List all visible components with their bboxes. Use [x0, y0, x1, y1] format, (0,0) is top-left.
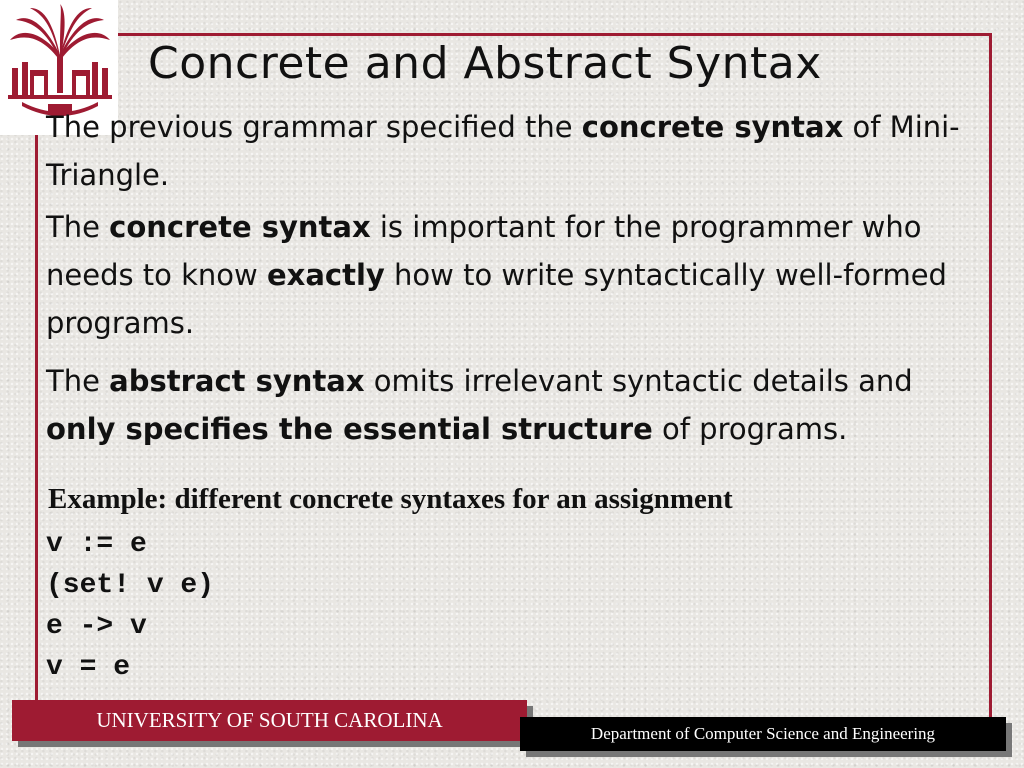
code-line: v := e: [46, 529, 147, 560]
slide-border-top: [118, 33, 992, 36]
paragraph-concrete-intro: The previous grammar specified the concrete syntax of Mini-Triangle.: [46, 110, 960, 192]
example-heading: Example: different concrete syntaxes for an assignment: [48, 483, 733, 515]
code-examples: [46, 524, 214, 688]
paragraph-concrete-importance: The concrete syntax is important for the programmer who needs to know exactly how to write syntactically well-formed programs.: [46, 210, 947, 340]
code-line: (set! v e): [46, 570, 215, 601]
university-footer-bar: UNIVERSITY OF SOUTH CAROLINA: [12, 700, 527, 741]
code-line: v = e: [46, 652, 131, 683]
code-line: e -> v: [46, 611, 147, 642]
slide-title: Concrete and Abstract Syntax: [148, 38, 822, 89]
department-footer-bar: Department of Computer Science and Engineering: [520, 717, 1006, 751]
slide-border-left: [35, 135, 38, 710]
slide-border-right: [989, 33, 992, 723]
paragraph-abstract-syntax: The abstract syntax omits irrelevant syntactic details and only specifies the essential structure of programs.: [46, 364, 913, 446]
